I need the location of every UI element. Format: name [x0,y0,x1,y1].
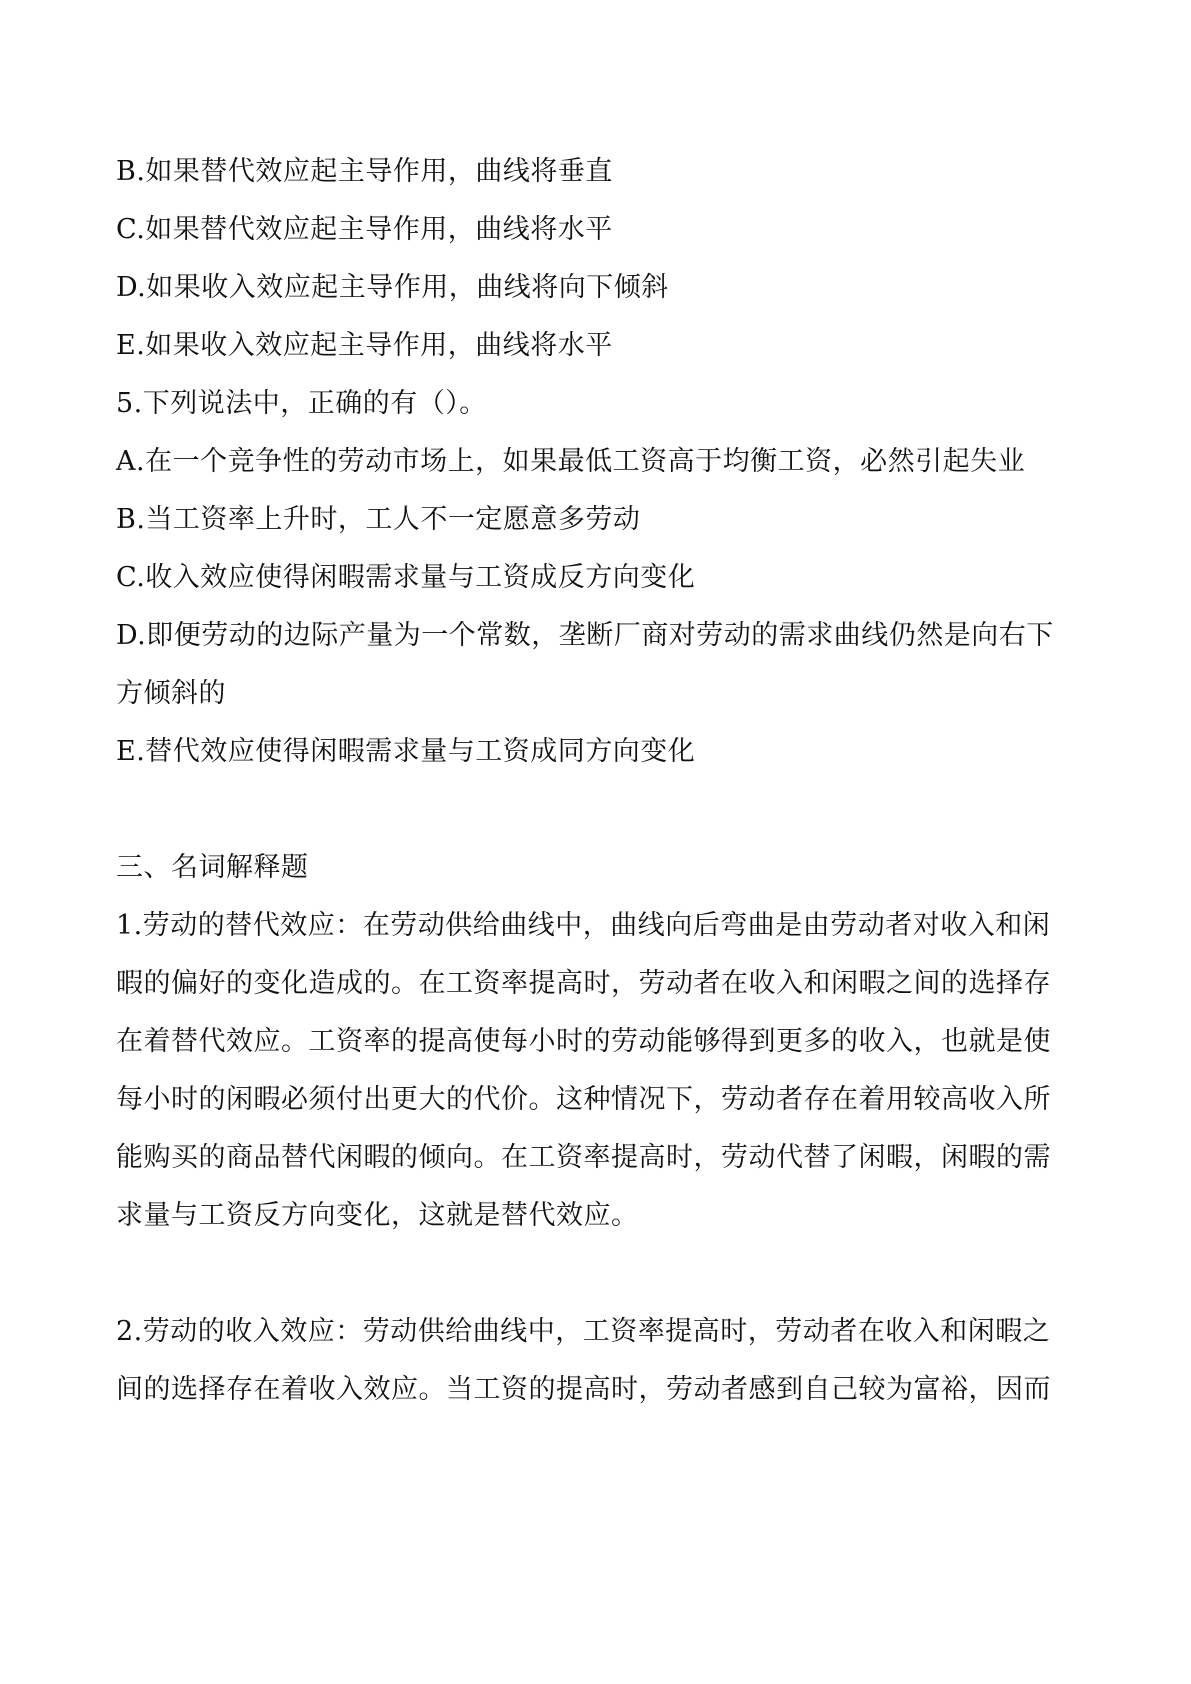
term1-line: 求量与工资反方向变化，这就是替代效应。 [116,1200,639,1231]
q4-option-b: B.如果替代效应起主导作用，曲线将垂直 [116,156,613,187]
term1-line: 每小时的闲暇必须付出更大的代价。这种情况下，劳动者存在着用较高收入所 [116,1084,1051,1115]
q5-option-c: C.收入效应使得闲暇需求量与工资成反方向变化 [116,562,696,593]
q5-option-b: B.当工资率上升时，工人不一定愿意多劳动 [116,504,641,535]
q5-stem: 5.下列说法中，正确的有（）。 [116,388,487,419]
q4-option-e: E.如果收入效应起主导作用，曲线将水平 [116,330,613,361]
q5-option-a: A.在一个竞争性的劳动市场上，如果最低工资高于均衡工资，必然引起失业 [116,446,1026,477]
term2-line: 间的选择存在着收入效应。当工资的提高时，劳动者感到自己较为富裕，因而 [116,1374,1051,1405]
q5-option-d: D.即便劳动的边际产量为一个常数，垄断厂商对劳动的需求曲线仍然是向右下 [116,620,1054,651]
q5-option-d-continued: 方倾斜的 [116,678,226,709]
q4-option-d: D.如果收入效应起主导作用，曲线将向下倾斜 [116,272,669,303]
section-heading: 三、名词解释题 [116,852,309,883]
q4-option-c: C.如果替代效应起主导作用，曲线将水平 [116,214,613,245]
term2-line: 2.劳动的收入效应：劳动供给曲线中，工资率提高时，劳动者在收入和闲暇之 [116,1316,1051,1347]
term1-line: 在着替代效应。工资率的提高使每小时的劳动能够得到更多的收入，也就是使 [116,1026,1051,1057]
term1-line: 暇的偏好的变化造成的。在工资率提高时，劳动者在收入和闲暇之间的选择存 [116,968,1051,999]
term1-line: 1.劳动的替代效应：在劳动供给曲线中，曲线向后弯曲是由劳动者对收入和闲 [116,910,1051,941]
term1-line: 能购买的商品替代闲暇的倾向。在工资率提高时，劳动代替了闲暇，闲暇的需 [116,1142,1051,1173]
q5-option-e: E.替代效应使得闲暇需求量与工资成同方向变化 [116,736,696,767]
